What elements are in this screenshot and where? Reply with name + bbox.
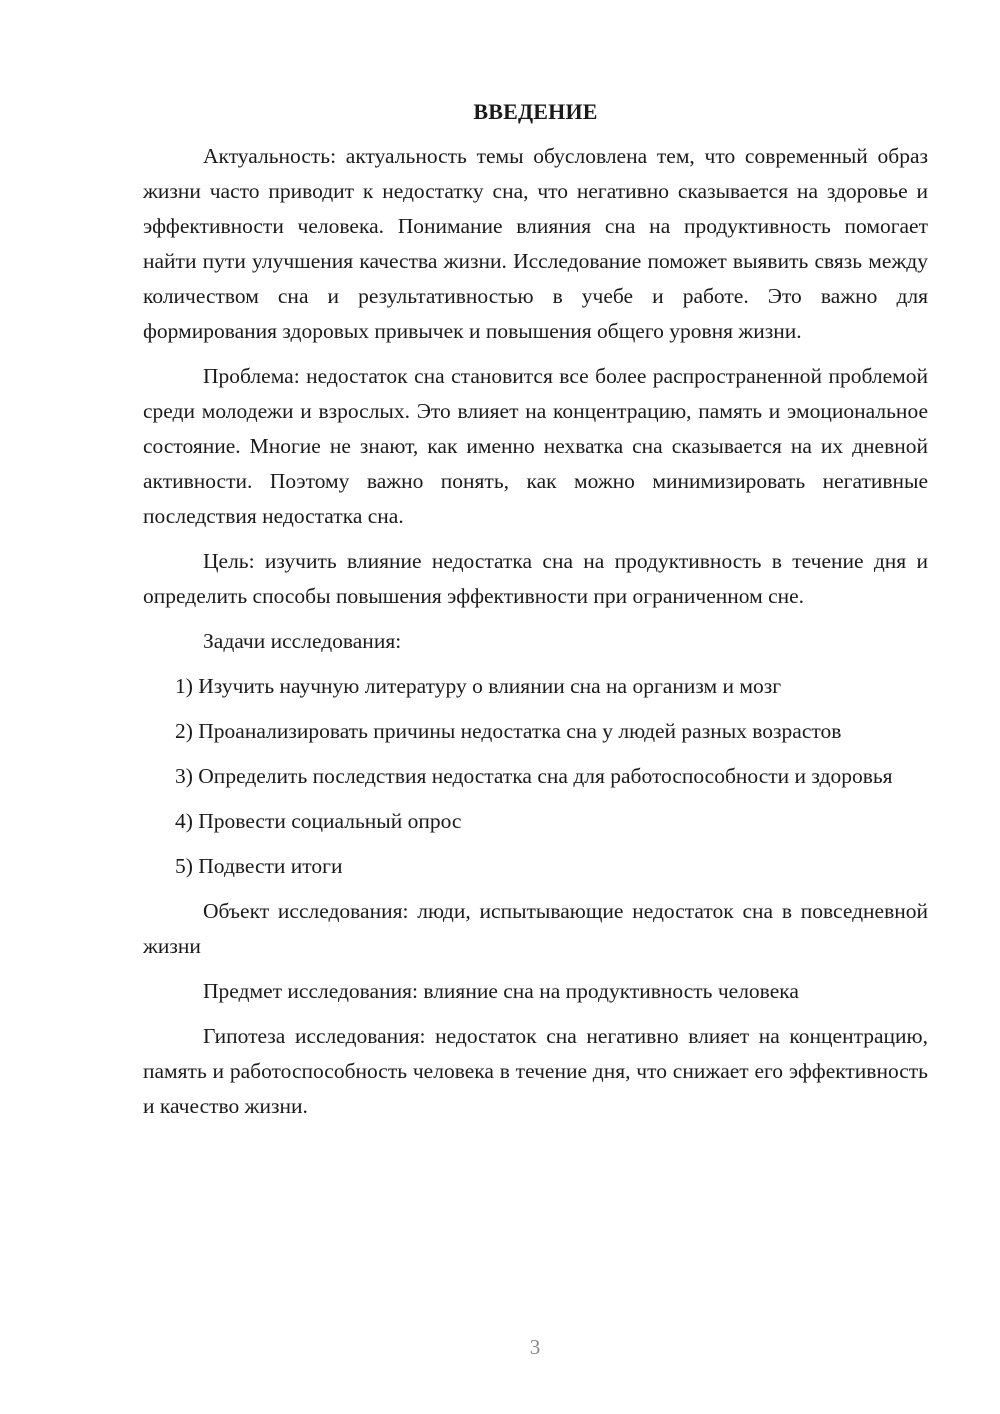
- problem-paragraph: Проблема: недостаток сна становится все более распространенной проблемой среди молодежи и взрослых. Это влияет на концентрацию, память и эмоциональное состояние. Многие не знают, как именно нехватка сна сказывается на их дневной активности. Поэтому важно понять, как можно минимизировать негативные последствия недостатка сна.: [143, 364, 928, 528]
- subject-paragraph: Предмет исследования: влияние сна на продуктивность человека: [203, 979, 799, 1003]
- task-item-2: 2) Проанализировать причины недостатка сна у людей разных возрастов: [175, 719, 842, 743]
- task-item-5: 5) Подвести итоги: [175, 854, 343, 878]
- goal-paragraph: Цель: изучить влияние недостатка сна на продуктивность в течение дня и определить способы повышения эффективности при ограниченном сне.: [143, 549, 928, 608]
- section-title: ВВЕДЕНИЕ: [473, 99, 598, 124]
- document-body: [143, 94, 928, 1134]
- page-number: 3: [529, 1335, 541, 1359]
- task-item-4: 4) Провести социальный опрос: [175, 809, 462, 833]
- tasks-heading: Задачи исследования:: [203, 629, 402, 653]
- task-item-3: 3) Определить последствия недостатка сна для работоспособности и здоровья: [175, 764, 893, 788]
- relevance-paragraph: Актуальность: актуальность темы обусловлена тем, что современный образ жизни часто приводит к недостатку сна, что негативно сказывается на здоровье и эффективности человека. Понимание влияния сна на продуктивность помогает найти пути улучшения качества жизни. Исследование поможет выявить связь между количеством сна и результативностью в учебе и работе. Это важно для формирования здоровых привычек и повышения общего уровня жизни.: [143, 144, 928, 343]
- object-paragraph: Объект исследования: люди, испытывающие недостаток сна в повседневной жизни: [143, 899, 928, 958]
- task-item-1: 1) Изучить научную литературу о влиянии сна на организм и мозг: [175, 674, 782, 698]
- hypothesis-paragraph: Гипотеза исследования: недостаток сна негативно влияет на концентрацию, память и работоспособность человека в течение дня, что снижает его эффективность и качество жизни.: [143, 1024, 928, 1118]
